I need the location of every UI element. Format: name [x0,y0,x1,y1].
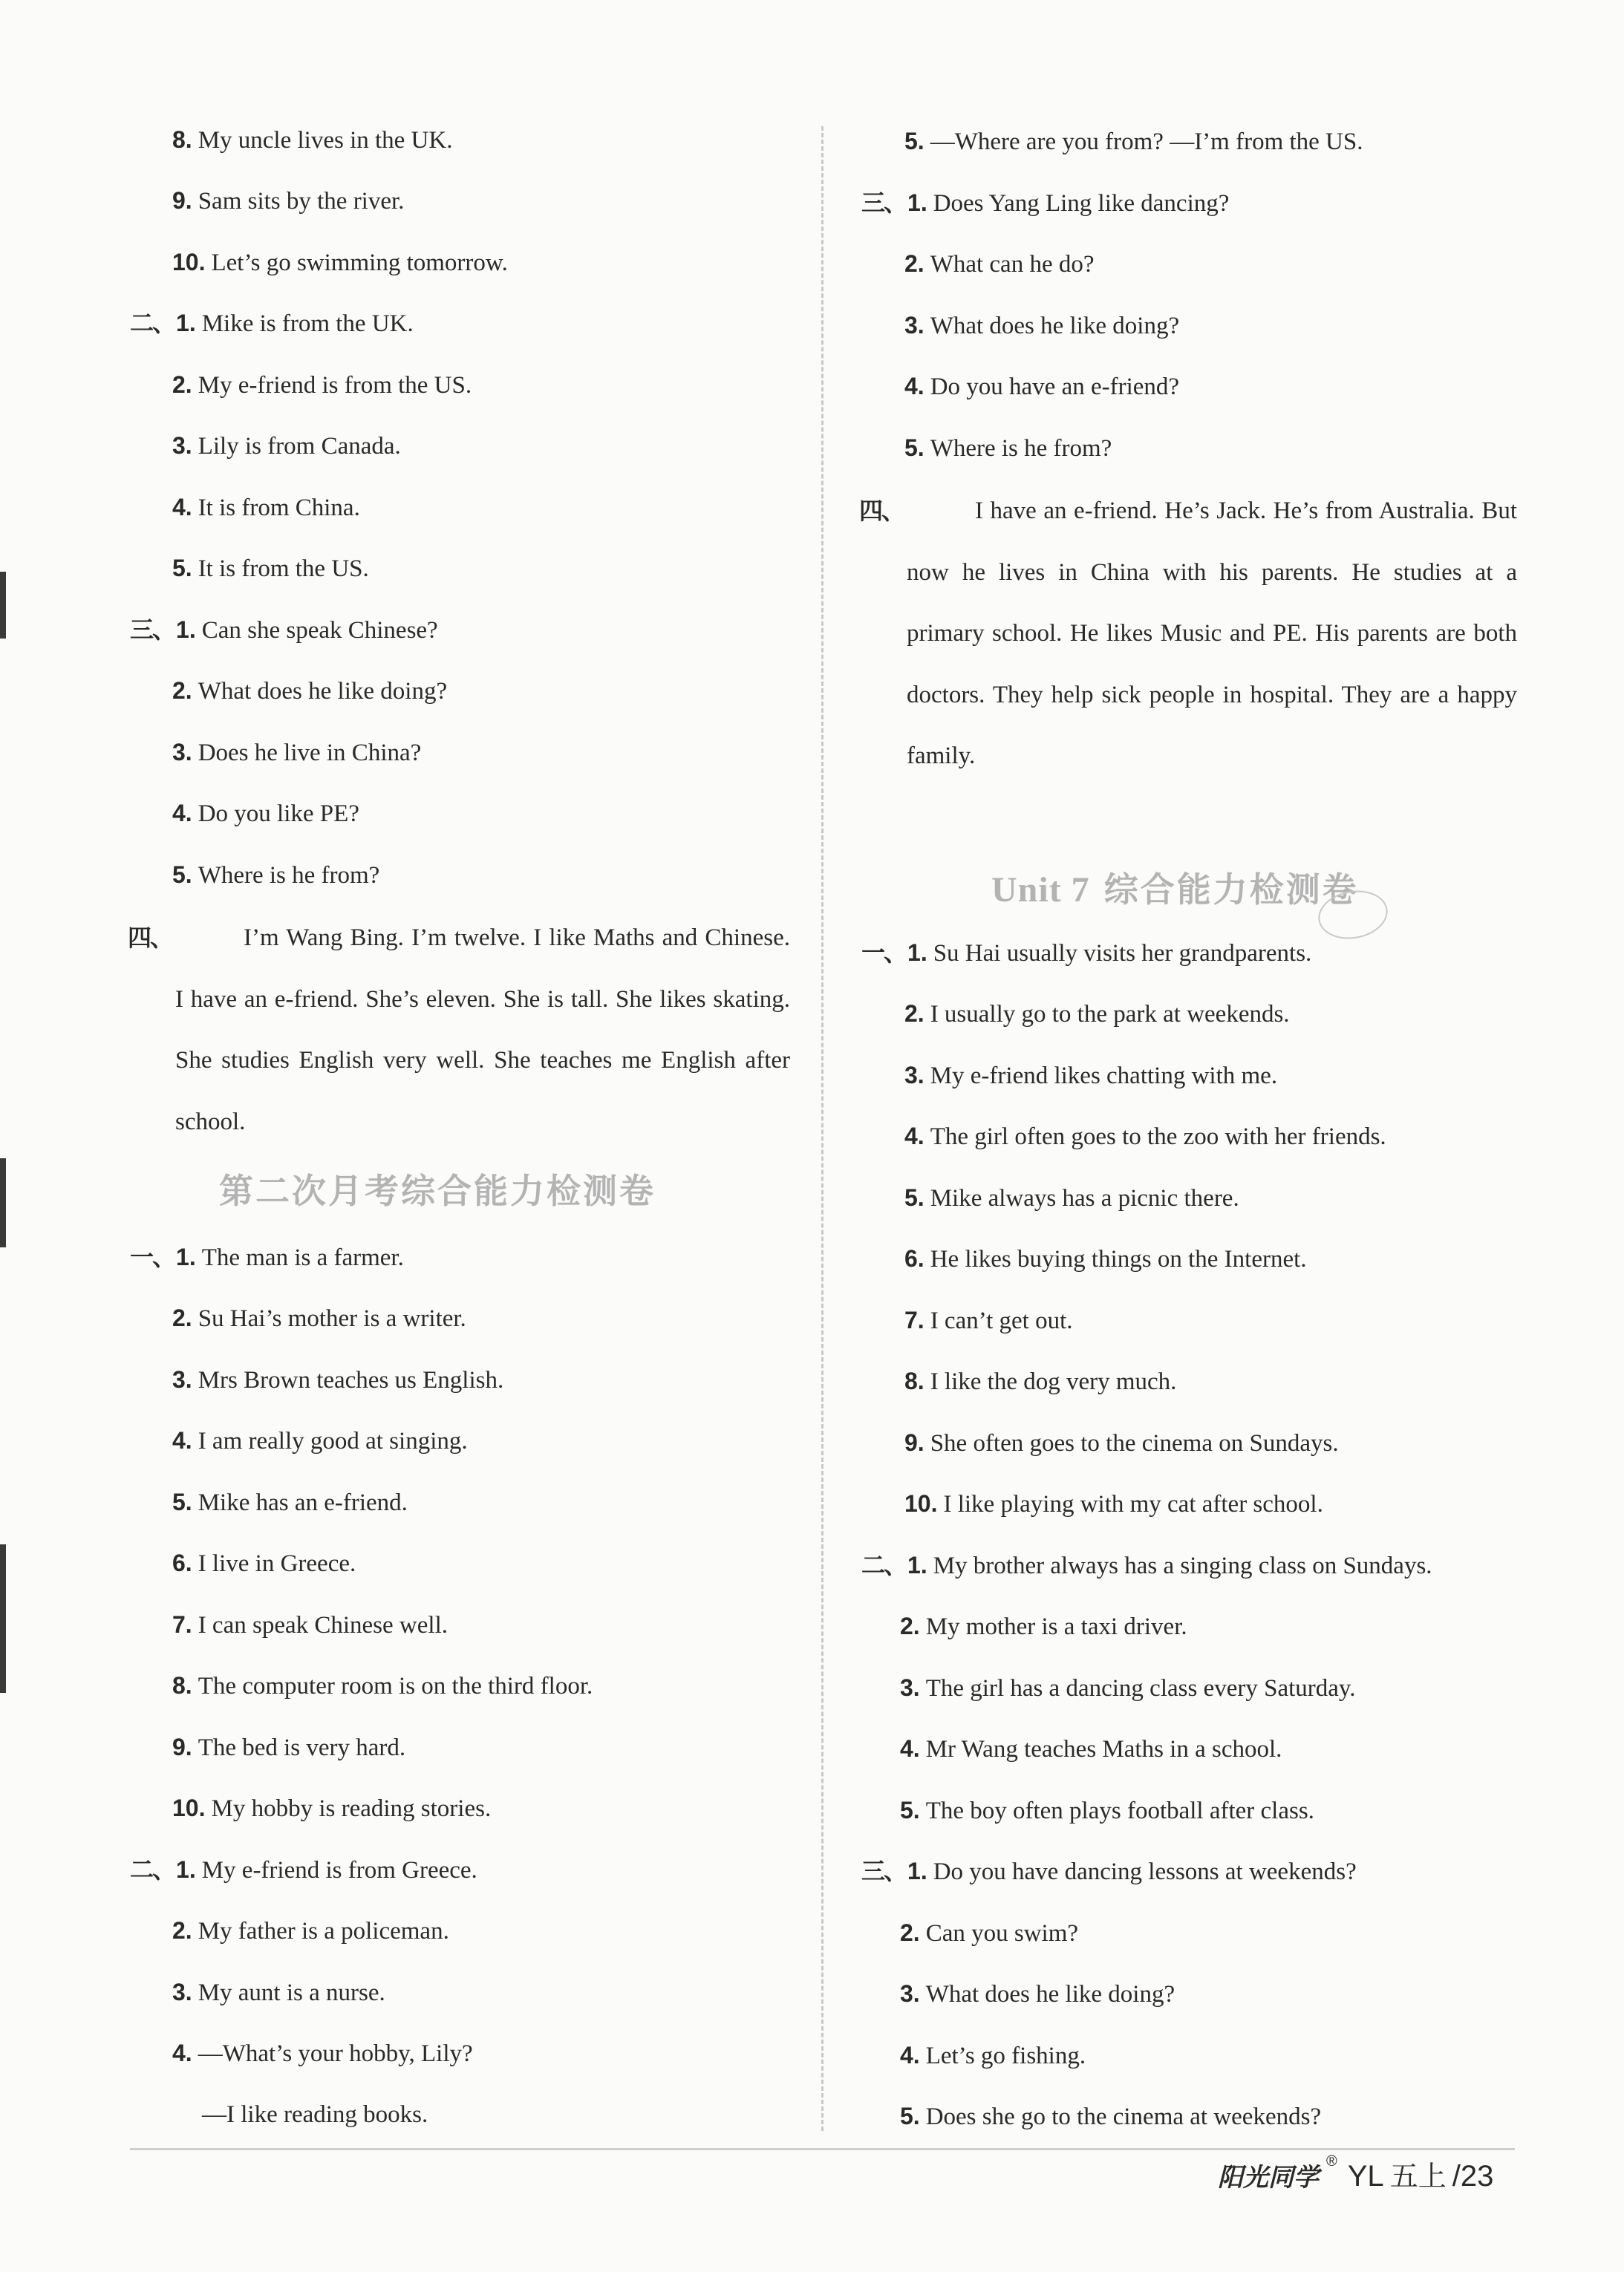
answer-line: 2. My father is a policeman. [172,1917,449,1945]
section-marker: 四、 [859,497,904,525]
grade-label: 五上 [1389,2160,1447,2193]
answer-line: 2. What can he do? [904,250,1095,278]
answer-line: 8. My uncle lives in the UK. [172,126,453,154]
answer-line: 二、1. My e-friend is from Greece. [130,1855,477,1884]
answer-line: 5. Mike has an e-friend. [172,1489,408,1516]
answer-line: 6. He likes buying things on the Internet. [904,1245,1307,1273]
section-marker: 二、 [861,1551,907,1579]
section-marker: 二、 [130,309,175,337]
bottom-rule [130,2148,1515,2150]
answer-line: 5. Where is he from? [904,434,1112,462]
answer-line: 2. Can you swim? [900,1919,1079,1947]
registered-mark: ® [1326,2153,1337,2170]
scan-edge-mark [0,1158,6,1247]
answer-line: 5. —Where are you from? —I’m from the US. [904,128,1363,155]
answer-line: 2. My e-friend is from the US. [172,371,472,399]
answer-line: 7. I can’t get out. [904,1307,1073,1334]
answer-line: 4. —What’s your hobby, Lily? [172,2040,473,2067]
section-marker: 三、 [861,1857,907,1885]
scan-edge-mark [0,572,6,639]
answer-line: 3. Does he live in China? [172,739,422,766]
answer-line: 10. My hobby is reading stories. [172,1795,492,1822]
section-marker: 四、 [128,924,173,952]
answer-line: 6. I live in Greece. [172,1550,356,1577]
answer-line: 4. Let’s go fishing. [900,2042,1086,2069]
section-marker: 三、 [130,616,175,644]
answer-line: 9. Sam sits by the river. [172,187,405,215]
section-heading: Unit 7 综合能力检测卷 [991,869,1359,910]
answer-line: 5. Does she go to the cinema at weekends? [900,2103,1322,2130]
answer-line: 2. I usually go to the park at weekends. [904,1000,1290,1028]
answer-line: 一、1. Su Hai usually visits her grandparents. [861,938,1312,967]
passage: 四、 I’m Wang Bing. I’m twelve. I like Maths and Chinese. I have an e-friend. She’s eleven. She is tall. She likes skating. She studies English very well. She teaches me English after school. [175,907,790,1152]
column-divider [821,126,824,2131]
passage: 四、 I have an e-friend. He’s Jack. He’s from Australia. But now he lives in China with his parents. He studies at a primary school. He likes Music and PE. His parents are both doctors. They help sick people in hospital. They are a happy family. [907,480,1517,787]
answer-line: 3. My e-friend likes chatting with me. [904,1062,1278,1089]
answer-line: 三、1. Can she speak Chinese? [130,616,438,644]
answer-line: 7. I can speak Chinese well. [172,1611,448,1639]
answer-line: —I like reading books. [202,2101,428,2128]
scan-edge-mark [0,1544,6,1693]
page-number: /23 [1452,2160,1494,2193]
page-footer [1218,2153,1493,2194]
answer-line: 二、1. My brother always has a singing class on Sundays. [861,1551,1432,1579]
answer-line: 3. What does he like doing? [900,1980,1175,2008]
answer-line: 8. The computer room is on the third floor. [172,1672,593,1700]
answer-line: 3. My aunt is a nurse. [172,1979,385,2006]
answer-line: 4. I am really good at singing. [172,1427,468,1455]
answer-line: 4. The girl often goes to the zoo with her friends. [904,1123,1386,1150]
answer-line: 2. What does he like doing? [172,677,448,705]
section-marker: 一、 [130,1243,175,1271]
section-marker: 一、 [861,938,907,967]
answer-line: 二、1. Mike is from the UK. [130,309,414,337]
answer-line: 3. What does he like doing? [904,312,1180,339]
section-marker: 三、 [861,189,907,217]
answer-line: 4. Do you have an e-friend? [904,373,1180,400]
section-marker: 二、 [130,1855,175,1884]
answer-line: 2. Su Hai’s mother is a writer. [172,1305,466,1332]
answer-line: 4. Mr Wang teaches Maths in a school. [900,1735,1282,1763]
answer-line: 9. She often goes to the cinema on Sundays. [904,1429,1339,1457]
series-code: YL [1347,2160,1384,2193]
answer-line: 4. Do you like PE? [172,800,359,827]
answer-line: 5. Where is he from? [172,861,380,889]
answer-line: 10. I like playing with my cat after school. [904,1490,1323,1518]
answer-line: 10. Let’s go swimming tomorrow. [172,249,508,276]
brand-logo: 阳光同学 [1218,2163,1319,2193]
answer-line: 3. Lily is from Canada. [172,432,401,460]
answer-line: 9. The bed is very hard. [172,1734,406,1761]
answer-line: 8. I like the dog very much. [904,1368,1177,1395]
answer-line: 5. It is from the US. [172,555,369,582]
answer-line: 5. The boy often plays football after class. [900,1797,1314,1824]
answer-line: 5. Mike always has a picnic there. [904,1184,1239,1212]
answer-line: 三、1. Do you have dancing lessons at weekends? [861,1857,1357,1885]
answer-line: 3. Mrs Brown teaches us English. [172,1366,504,1394]
section-heading: 第二次月考综合能力检测卷 [219,1171,656,1211]
answer-line: 2. My mother is a taxi driver. [900,1613,1187,1640]
answer-line: 4. It is from China. [172,494,360,521]
answer-line: 3. The girl has a dancing class every Saturday. [900,1674,1356,1702]
answer-line: 三、1. Does Yang Ling like dancing? [861,189,1230,217]
answer-line: 一、1. The man is a farmer. [130,1243,404,1271]
